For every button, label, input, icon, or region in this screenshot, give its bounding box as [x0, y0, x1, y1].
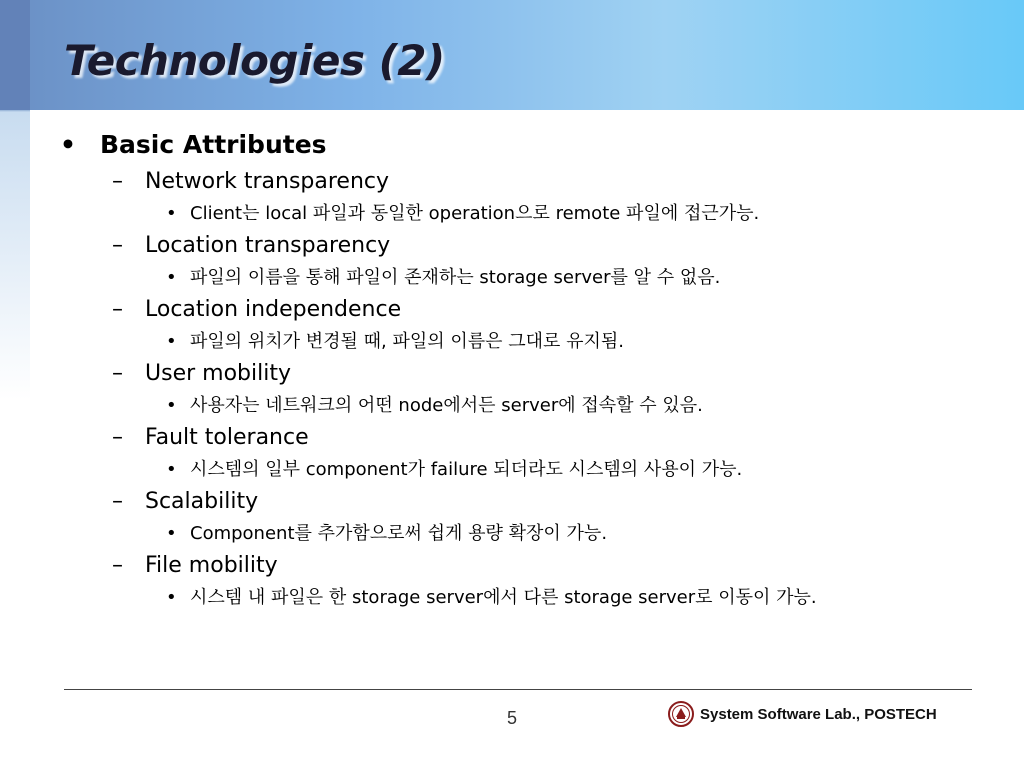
- attribute-detail: [60, 198, 1000, 230]
- sub-bullet-icon: •: [166, 331, 177, 352]
- attribute-detail-text: 파일의 위치가 변경될 때, 파일의 이름은 그대로 유지됨.: [190, 331, 625, 352]
- attribute-detail-text: 사용자는 네트워크의 어떤 node에서든 server에 접속할 수 있음.: [190, 395, 703, 416]
- sub-bullet-icon: •: [166, 523, 177, 544]
- attribute-heading: [60, 550, 1000, 582]
- attribute-heading-text: Location transparency: [145, 233, 391, 258]
- sub-bullet-icon: •: [166, 267, 177, 288]
- slide-content: [60, 128, 1000, 614]
- sub-bullet-icon: •: [166, 587, 177, 608]
- attribute-item: [60, 166, 1000, 230]
- attribute-item: [60, 294, 1000, 358]
- attribute-heading-text: Scalability: [145, 489, 259, 514]
- sub-bullet-icon: •: [166, 459, 177, 480]
- attribute-detail: [60, 390, 1000, 422]
- dash-icon: –: [112, 425, 123, 450]
- sub-bullet-icon: •: [166, 395, 177, 416]
- lab-name: System Software Lab., POSTECH: [700, 706, 937, 723]
- attribute-item: [60, 486, 1000, 550]
- attribute-item: [60, 422, 1000, 486]
- dash-icon: –: [112, 297, 123, 322]
- attribute-heading: [60, 294, 1000, 326]
- dash-icon: –: [112, 361, 123, 386]
- main-bullet: [60, 128, 1000, 162]
- attribute-item: [60, 230, 1000, 294]
- left-accent-strip-top: [0, 0, 30, 110]
- attribute-heading-text: Fault tolerance: [145, 425, 309, 450]
- postech-logo-icon: [668, 701, 694, 727]
- attribute-heading: [60, 230, 1000, 262]
- dash-icon: –: [112, 233, 123, 258]
- sub-bullet-icon: •: [166, 203, 177, 224]
- attribute-detail: [60, 326, 1000, 358]
- attribute-detail: [60, 454, 1000, 486]
- attribute-detail: [60, 262, 1000, 294]
- attribute-heading-text: User mobility: [145, 361, 291, 386]
- footer-divider: [64, 689, 972, 690]
- attribute-heading: [60, 166, 1000, 198]
- attribute-detail-text: 파일의 이름을 통해 파일이 존재하는 storage server를 알 수 없음.: [190, 267, 721, 288]
- attribute-heading-text: File mobility: [145, 553, 278, 578]
- bullet-icon: •: [60, 130, 76, 159]
- attribute-item: [60, 550, 1000, 614]
- main-bullet-text: Basic Attributes: [100, 130, 327, 159]
- attribute-detail-text: Component를 추가함으로써 쉽게 용량 확장이 가능.: [190, 523, 608, 544]
- attribute-detail: [60, 582, 1000, 614]
- page-number: 5: [506, 708, 517, 728]
- attribute-heading-text: Location independence: [145, 297, 402, 322]
- attribute-heading: [60, 358, 1000, 390]
- dash-icon: –: [112, 489, 123, 514]
- attribute-detail-text: Client는 local 파일과 동일한 operation으로 remote 파일에 접근가능.: [190, 203, 760, 224]
- attribute-heading-text: Network transparency: [145, 169, 390, 194]
- attribute-heading: [60, 422, 1000, 454]
- dash-icon: –: [112, 169, 123, 194]
- attribute-detail-text: 시스템의 일부 component가 failure 되더라도 시스템의 사용이 가능.: [190, 459, 743, 480]
- attribute-heading: [60, 486, 1000, 518]
- attribute-detail-text: 시스템 내 파일은 한 storage server에서 다른 storage server로 이동이 가능.: [190, 587, 817, 608]
- dash-icon: –: [112, 553, 123, 578]
- attribute-item: [60, 358, 1000, 422]
- attribute-detail: [60, 518, 1000, 550]
- slide-title: Technologies (2): [64, 36, 445, 85]
